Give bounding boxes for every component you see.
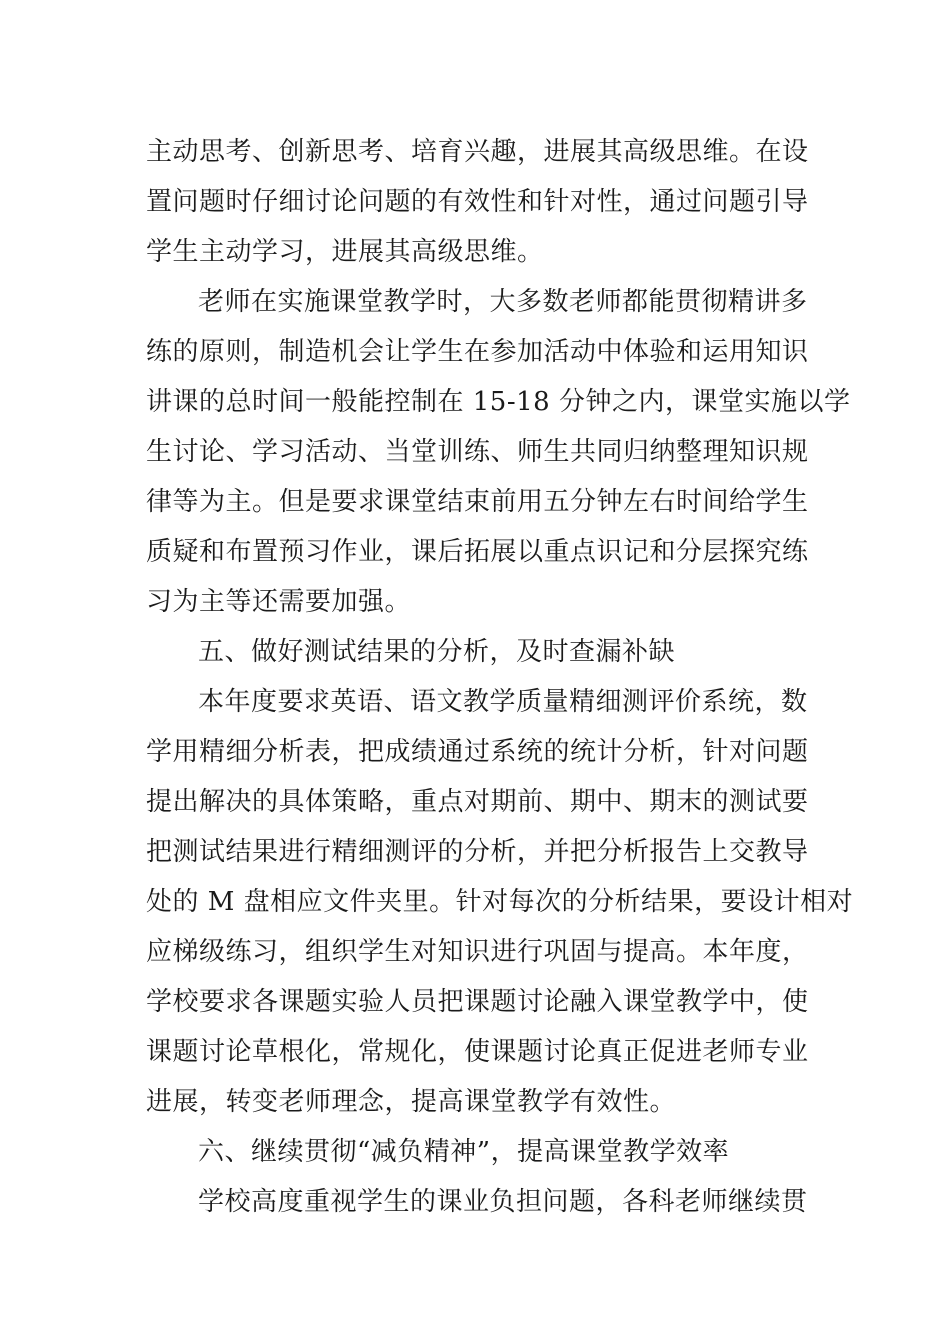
body-text-line: 学校要求各课题实验人员把课题讨论融入课堂教学中，使 [146,987,809,1017]
body-text-line: 律等为主。但是要求课堂结束前用五分钟左右时间给学生 [146,487,809,517]
body-text-line: 应梯级练习，组织学生对知识进行巩固与提高。本年度， [146,937,809,967]
body-text-line: 置问题时仔细讨论问题的有效性和针对性，通过问题引导 [146,187,809,217]
body-text-line: 课题讨论草根化，常规化，使课题讨论真正促进老师专业 [146,1037,809,1067]
paragraph-first-line: 老师在实施课堂教学时，大多数老师都能贯彻精讲多 [198,287,808,317]
body-text-line: 学生主动学习，进展其高级思维。 [146,237,544,267]
body-text-line: 讲课的总时间一般能控制在 15-18 分钟之内，课堂实施以学 [146,387,851,417]
body-text-line: 提出解决的具体策略，重点对期前、期中、期末的测试要 [146,787,809,817]
body-text-line: 质疑和布置预习作业，课后拓展以重点识记和分层探究练 [146,537,809,567]
paragraph-first-line: 学校高度重视学生的课业负担问题，各科老师继续贯 [198,1187,808,1217]
body-text-line: 习为主等还需要加强。 [146,587,412,617]
section-heading: 五、做好测试结果的分析，及时查漏补缺 [198,637,676,667]
body-text-line: 主动思考、创新思考、培育兴趣，进展其高级思维。在设 [146,137,809,167]
section-heading: 六、继续贯彻“减负精神”，提高课堂教学效率 [198,1137,730,1167]
paragraph-first-line: 本年度要求英语、语文教学质量精细测评价系统，数 [198,687,808,717]
body-text-line: 学用精细分析表，把成绩通过系统的统计分析，针对问题 [146,737,809,767]
body-text-line: 把测试结果进行精细测评的分析，并把分析报告上交教导 [146,837,809,867]
body-text-line: 练的原则，制造机会让学生在参加活动中体验和运用知识 [146,337,809,367]
body-text-line: 进展，转变老师理念，提高课堂教学有效性。 [146,1087,677,1117]
body-text-line: 生讨论、学习活动、当堂训练、师生共同归纳整理知识规 [146,437,809,467]
body-text-line: 处的 M 盘相应文件夹里。针对每次的分析结果，要设计相对 [146,887,854,917]
